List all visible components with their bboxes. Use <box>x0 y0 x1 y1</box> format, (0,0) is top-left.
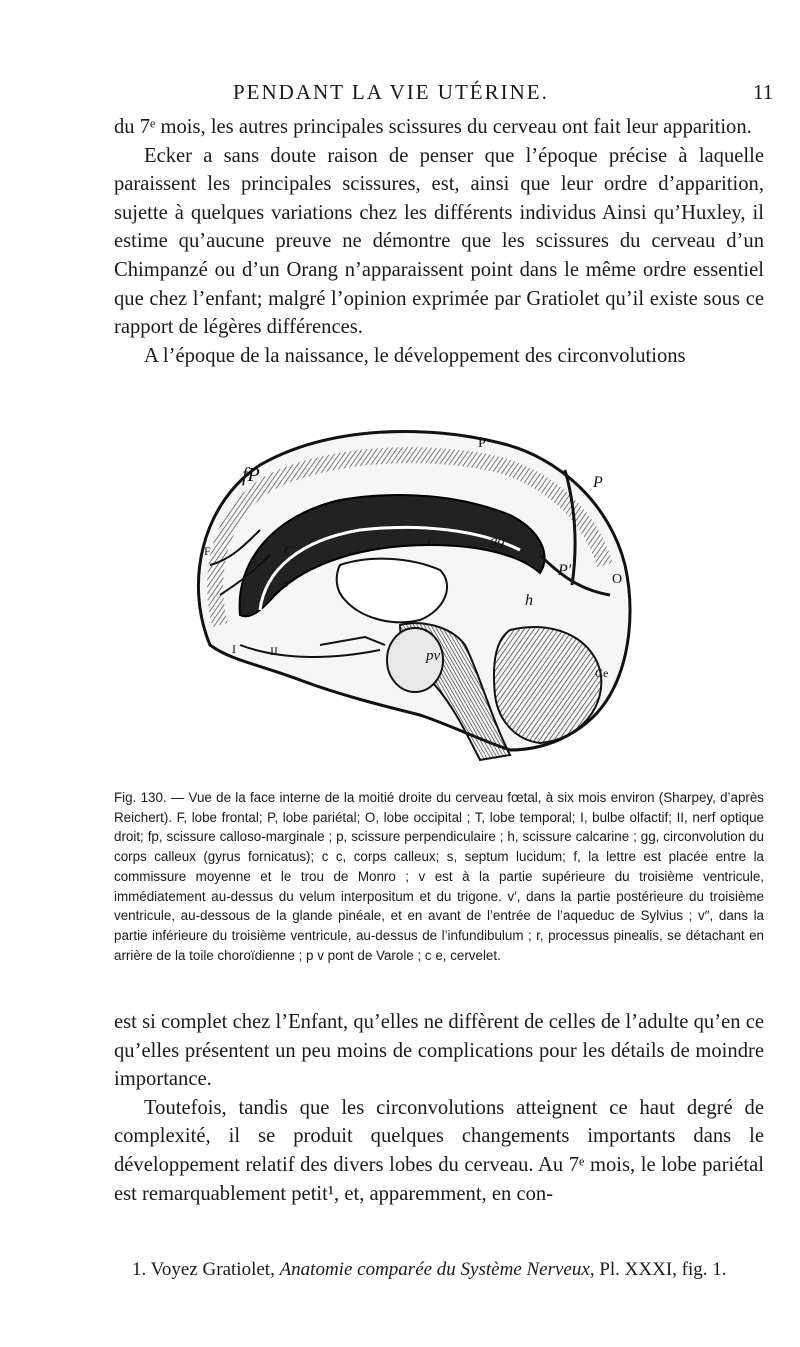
paragraph: est si complet chez l’Enfant, qu’elles ne diffèrent de celles de l’adulte qu’en ce qu’elles présentent un peu moins de complications pour les détails de moindre importance. <box>114 1011 764 1091</box>
label-p-right: P <box>593 474 603 491</box>
label-h: h <box>525 592 533 609</box>
label-pv: pv <box>426 648 441 664</box>
paragraph: A l’époque de la naissance, le développement des circonvolutions <box>144 344 686 367</box>
page-number: 11 <box>753 80 774 104</box>
label-i: I <box>232 642 236 656</box>
label-ce: Ce <box>595 666 609 680</box>
footnote-text: Voyez Gratiolet, <box>146 1259 280 1280</box>
brain-illustration <box>180 395 700 765</box>
label-c-upper: C <box>284 544 294 559</box>
footnote-tail: , Pl. XXXI, fig. 1. <box>589 1259 727 1280</box>
label-gg: gg <box>490 533 505 549</box>
label-c-lower: c <box>428 534 435 549</box>
paragraph: Ecker a sans doute raison de penser que l’époque précise à laquelle paraissent les principales scissures, est, ainsi que leur ordre d’apparition, sujette à quelques variations chez les différents individus Ainsi qu’Huxley, il estime qu’aucune preuve ne démontre que les scissures du cerveau d’un Chimpanzé ou d’un Orang n’apparaissent point dans le même ordre essentiel que chez l’enfant; malgré l’opinion exprimée par Gratiolet qu’il existe sous ce rapport de légères différences. <box>114 144 764 339</box>
footnote-number: 1. <box>132 1259 147 1280</box>
running-header <box>0 80 800 110</box>
label-ii: II <box>270 644 278 658</box>
label-fp: fP <box>242 464 260 486</box>
label-s: s <box>283 576 289 591</box>
running-title: PENDANT LA VIE UTÉRINE. <box>233 80 549 104</box>
text-block-top <box>114 113 764 370</box>
footnote-italic: Anatomie comparée du Système Nerveux <box>279 1259 590 1280</box>
figure-caption <box>114 788 764 965</box>
figure-number: Fig. 130. <box>114 790 167 805</box>
paragraph: du 7ᵉ mois, les autres principales scissures du cerveau ont fait leur apparition. <box>114 116 752 138</box>
text-block-bottom <box>114 1008 764 1208</box>
label-p-prime: P′ <box>558 562 572 579</box>
footnote <box>114 1257 764 1282</box>
caption-text: — Vue de la face interne de la moitié droite du cerveau fœtal, à six mois environ (Sharpey, d’après Reichert). F, lobe frontal; P, lobe pariétal; O, lobe occipital ; T, lobe temporal; I, bulbe olfactif; II, nerf optique droit; fp, scissure calloso-marginale ; p, scissure perpendiculaire ; h, scissure calcarine ; gg, circonvolution du corps calleux (gyrus fornicatus); c c, corps calleux; s, septum lucidum; f, la lettre est placée entre la commissure moyenne et le trou de Monro ; v est à la partie supérieure du troisième ventricule, immédiatement au-dessus du velum interpositum et du trigone. v′, dans la partie postérieure du troisième ventricule, au-dessous de la glande pinéale, et en avant de l’entrée de l’aqueduc de Sylvius ; v″, dans la partie inférieure du troisième ventricule, au-dessus de l’infundibulum ; r, processus pinealis, se détachant en arrière de la toile choroïdienne ; p v pont de Varole ; c e, cervelet. <box>114 790 764 963</box>
label-o: O <box>612 572 623 587</box>
label-f: F <box>204 544 211 558</box>
brain-figure <box>180 395 700 765</box>
label-p-top: P <box>478 436 486 451</box>
paragraph: Toutefois, tandis que les circonvolutions atteignent ce haut degré de complexité, il se produit quelques changements importants dans le développement relatif des divers lobes du cerveau. Au 7ᵉ mois, le lobe pariétal est remarquablement petit¹, et, apparemment, en con- <box>114 1096 764 1205</box>
